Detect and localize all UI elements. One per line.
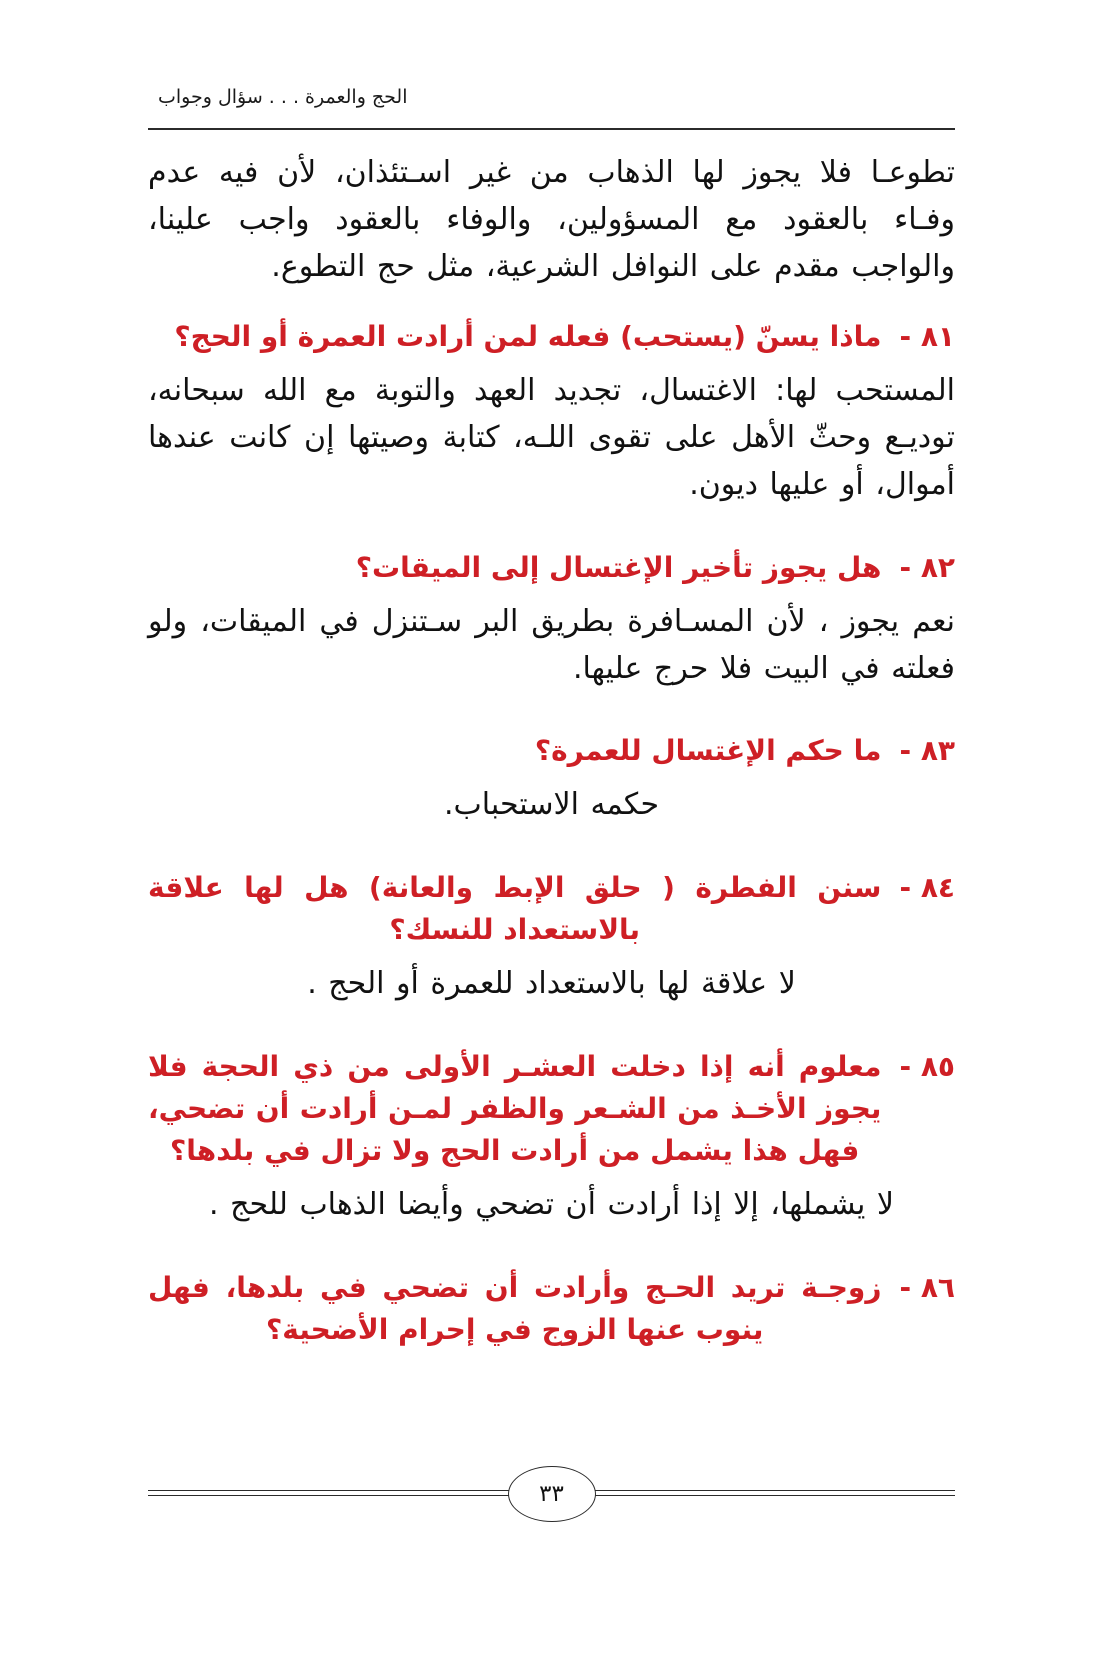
question-text-83: ما حكم الإغتسال للعمرة؟ [534, 734, 882, 768]
question-number-81: ٨١ - [899, 320, 955, 354]
header-divider [148, 128, 955, 130]
spacer [148, 716, 955, 730]
question-heading-82 [148, 547, 955, 589]
continued-paragraph: تطوعـا فلا يجوز لها الذهاب من غير اسـتئذان، لأن فيه عدم وفـاء بالعقود مع المسؤولين، والوفاء بالعقود واجب علينا، والواجب مقدم على النوافل الشرعية، مثل حج التطوع. [148, 155, 955, 284]
question-number-86: ٨٦ - [899, 1270, 955, 1304]
page-footer [148, 1466, 955, 1526]
answer-text-84: لا علاقة لها بالاستعداد للعمرة أو الحج . [307, 966, 796, 1002]
page-number: ٣٣ [508, 1466, 596, 1522]
question-number-85: ٨٥ - [899, 1049, 955, 1083]
answer-text-83: حكمه الاستحباب. [443, 787, 660, 823]
spacer [148, 853, 955, 867]
page-content [148, 150, 955, 1361]
question-text-81: ماذا يسنّ (يستحب) فعله لمن أرادت العمرة أو الحج؟ [174, 320, 882, 354]
spacer [148, 533, 955, 547]
question-number-83: ٨٣ - [899, 734, 955, 768]
spacer [148, 1253, 955, 1267]
question-number-82: ٨٢ - [899, 550, 955, 584]
answer-text-81: المستحب لها: الاغتسال، تجديد العهد والتوبة مع الله سبحانه، توديـع وحثّ الأهل على تقوى اللـه، كتابة وصيتها إن كانت عندها أموال، أو عليها ديون. [148, 373, 955, 502]
question-number-84: ٨٤ - [899, 871, 955, 905]
spacer [148, 1032, 955, 1046]
question-text-82: هل يجوز تأخير الإغتسال إلى الميقات؟ [355, 550, 882, 584]
question-heading-81 [148, 316, 955, 358]
question-heading-84 [148, 867, 955, 951]
question-text-85: معلوم أنه إذا دخلت العشـر الأولى من ذي الحجة فلا يجوز الأخـذ من الشـعر والظفر لمـن أرادت أن تضحي، فهل هذا يشمل من أرادت الحج ولا تزال في بلدها؟ [148, 1049, 882, 1167]
question-heading-86 [148, 1267, 955, 1351]
answer-text-85: لا يشملها، إلا إذا أرادت أن تضحي وأيضا الذهاب للحج . [209, 1186, 894, 1222]
answer-text-82: نعم يجوز ، لأن المسـافرة بطريق البر سـتنزل في الميقات، ولو فعلته في البيت فلا حرج عليها. [148, 603, 955, 686]
running-head-title: الحج والعمرة . . . سؤال وجواب [158, 86, 408, 108]
question-text-86: زوجـة تريد الحـج وأرادت أن تضحي في بلدها، فهل ينوب عنها الزوج في إحرام الأضحية؟ [148, 1270, 882, 1346]
question-heading-85 [148, 1046, 955, 1172]
page-header [148, 86, 955, 136]
question-text-84: سنن الفطرة ( حلق الإبط والعانة) هل لها علاقة بالاستعداد للنسك؟ [148, 871, 882, 947]
question-heading-83 [148, 730, 955, 772]
